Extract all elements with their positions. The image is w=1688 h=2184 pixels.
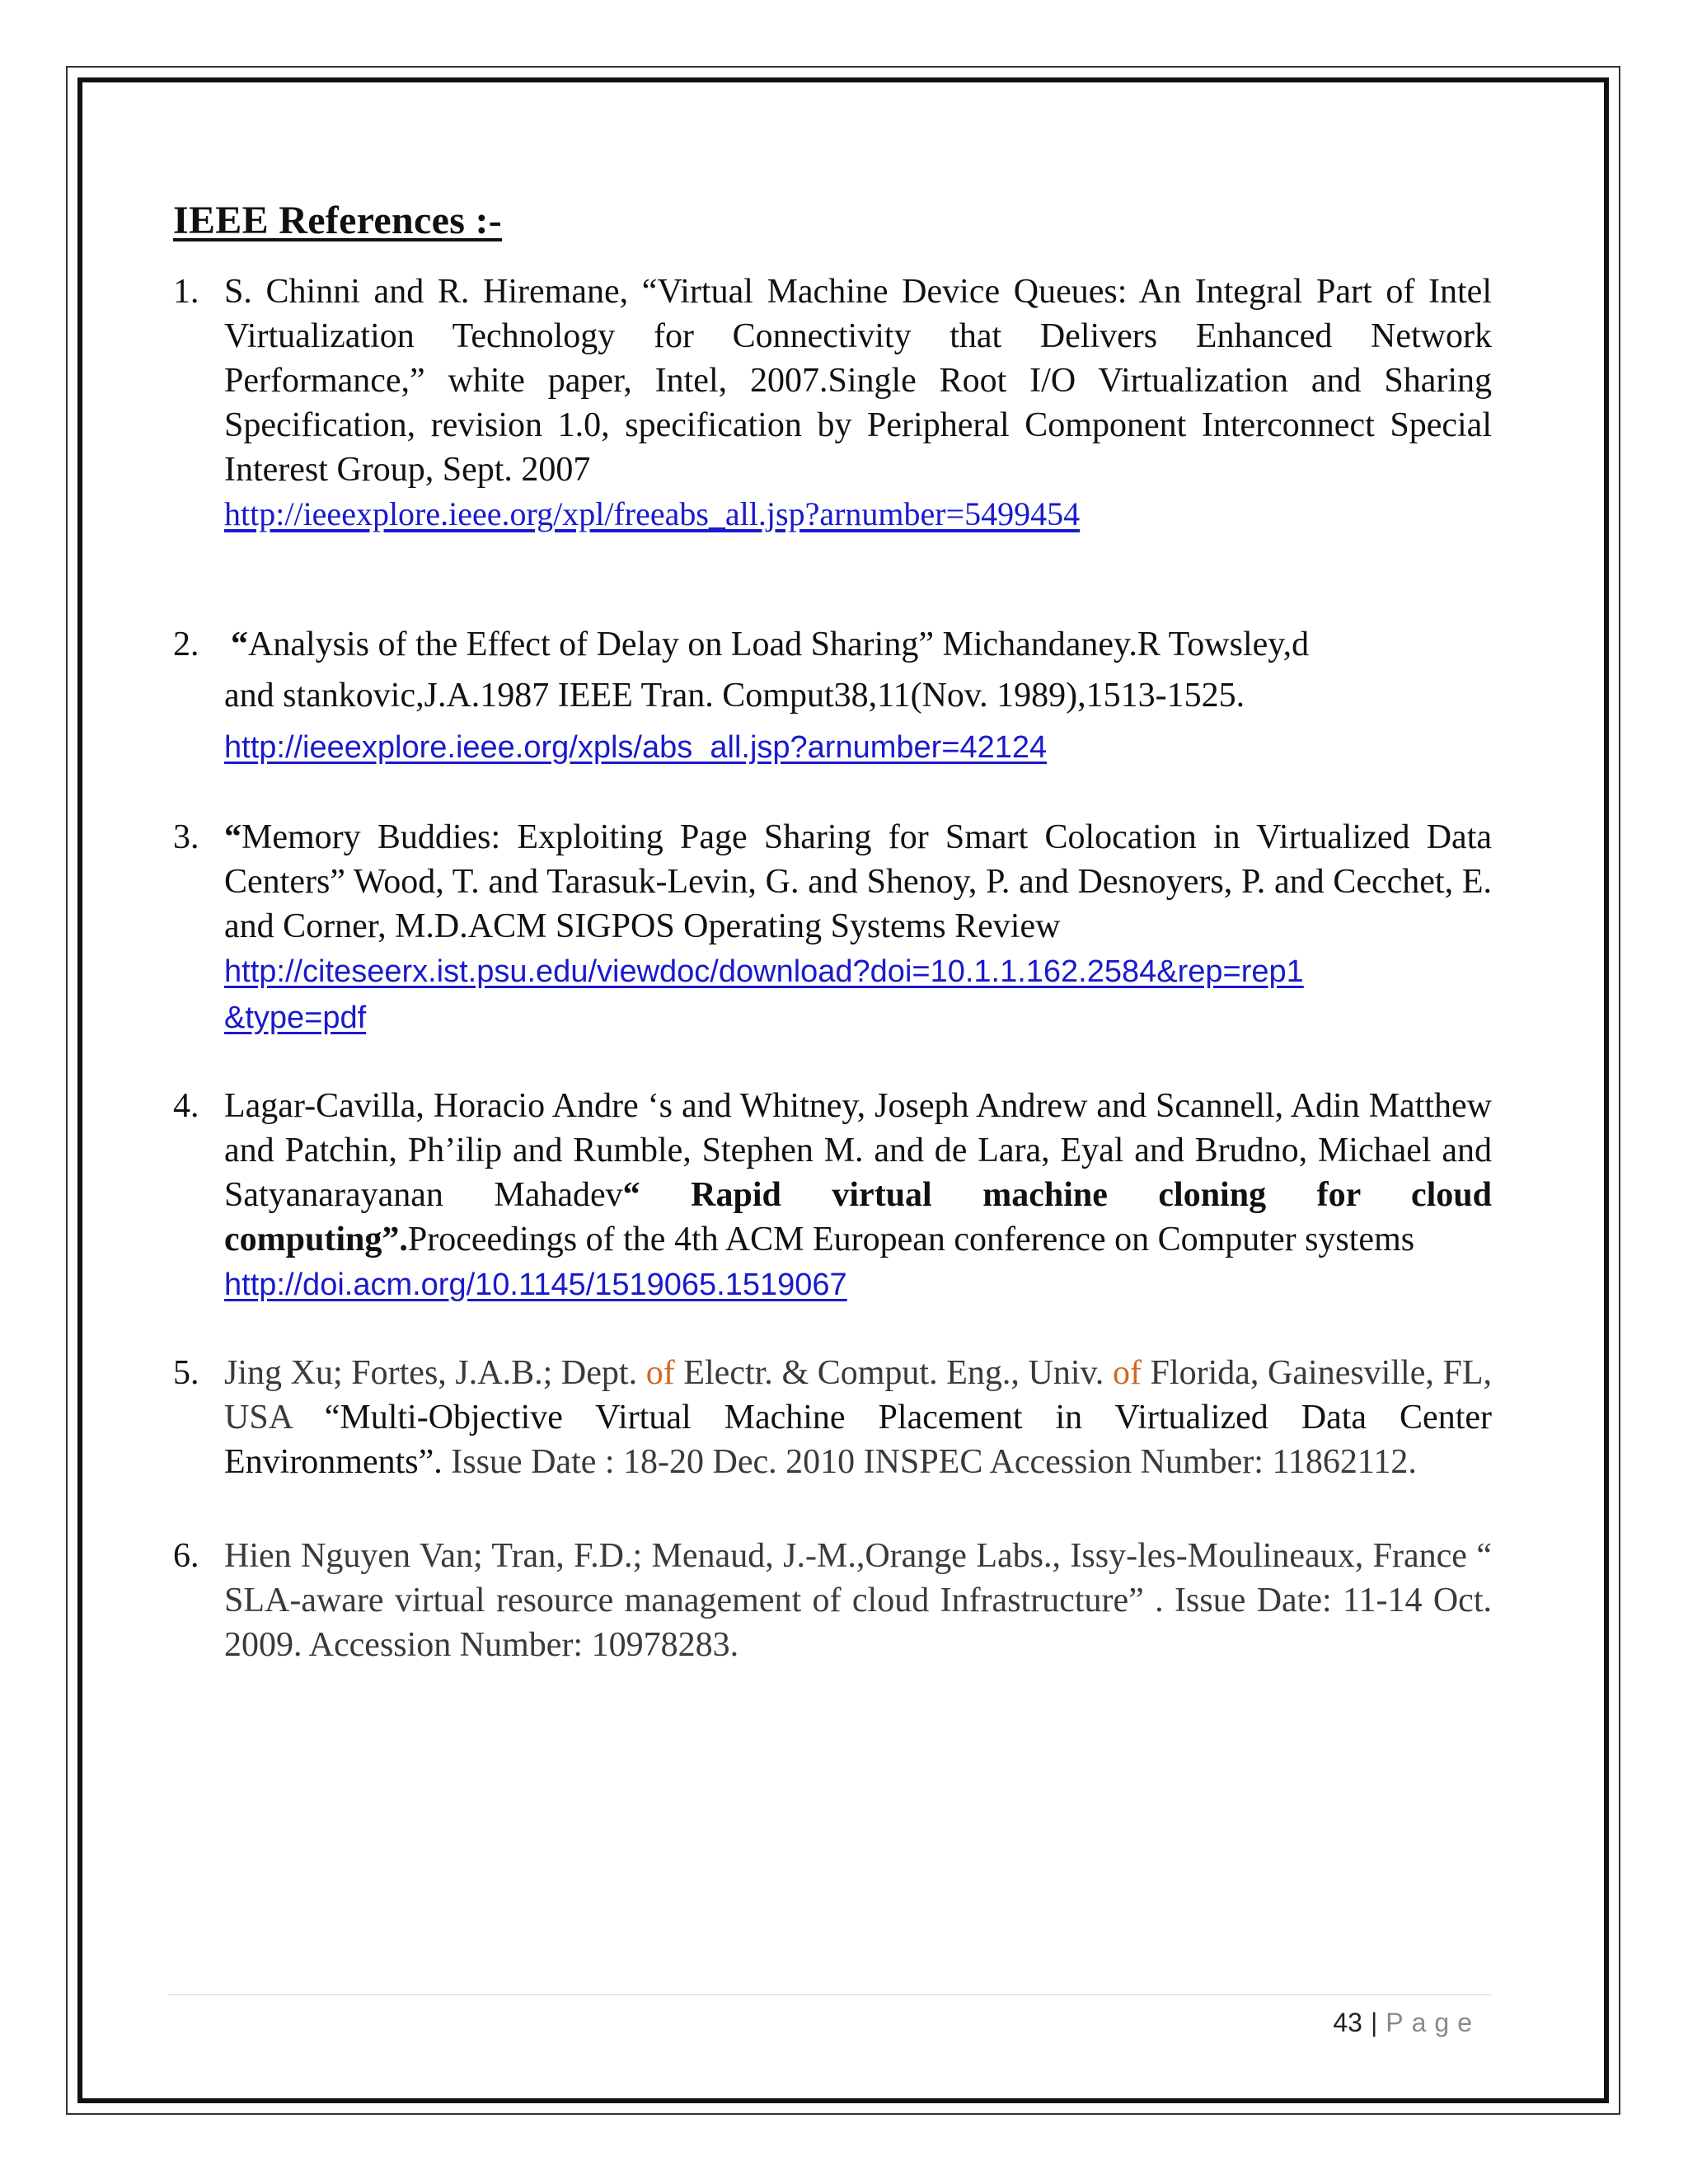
page-heading: IEEE References :- <box>173 199 503 242</box>
reference-item-6 <box>173 1534 1492 1667</box>
reference-authors: Lagar-Cavilla, Horacio Andre ‘s and Whitney, Joseph Andrew and Scannell, Adin Matthew and Patchin, Ph’ilip and Rumble, Stephen M. and de Lara, Eyal and Brudno, Michael and Satyanarayanan Mahadev <box>224 1087 1492 1214</box>
reference-list <box>173 269 1492 1667</box>
reference-link[interactable]: http://ieeexplore.ieee.org/xpl/freeabs_all.jsp?arnumber=5499454 <box>224 495 1081 532</box>
highlight-of: of <box>645 1354 675 1392</box>
page-label: Page <box>1386 2008 1480 2037</box>
reference-number: 1. <box>173 273 199 311</box>
link-line-2: &type=pdf <box>224 1001 367 1035</box>
reference-text: Memory Buddies: Exploiting Page Sharing for Smart Colocation in Virtualized Data Centers” Wood, T. and Tarasuk-Levin, G. and Shenoy, P. and Desnoyers, P. and Cecchet, E. and Corner, M.D.ACM SIGPOS Operating Systems Review <box>224 818 1492 945</box>
link-line-1: http://citeseerx.ist.psu.edu/viewdoc/download?doi=10.1.1.162.2584&rep=rep1 <box>224 954 1304 989</box>
highlight-of: of <box>1112 1354 1142 1392</box>
reference-title: “ Rapid virtual machine cloning for cloud computing”. <box>224 1176 1492 1258</box>
reference-text: Hien Nguyen Van; Tran, F.D.; Menaud, J.-M.,Orange Labs., Issy-les-Moulineaux, France “ SLA-aware virtual resource management of cloud Infrastructure” . Issue Date: 11-14 Oct. 2009. Accession Number: 10978283. <box>224 1537 1492 1664</box>
reference-link[interactable] <box>224 949 1304 1041</box>
reference-text: Electr. & Comput. Eng., Univ. <box>674 1354 1113 1392</box>
reference-text: S. Chinni and R. Hiremane, “Virtual Machine Device Queues: An Integral Part of Intel Virtualization Technology for Connectivity that Delivers Enhanced Network Performance,” white paper, Intel, 2007.Single Root I/O Virtualization and Sharing Specification, revision 1.0, specification by Peripheral Component Interconnect Special Interest Group, Sept. 2007 <box>224 273 1492 489</box>
reference-item-5 <box>173 1351 1492 1484</box>
footer-divider <box>168 1994 1492 1995</box>
open-quote: “ <box>231 626 248 663</box>
reference-item-1 <box>173 269 1492 537</box>
reference-venue: Proceedings of the 4th ACM European conference on Computer systems <box>407 1221 1415 1258</box>
reference-line <box>224 622 1492 667</box>
reference-title: “Multi-Objective Virtual Machine Placement in Virtualized Data Center Environments”. <box>224 1399 1492 1481</box>
footer-separator: | <box>1370 2008 1378 2037</box>
reference-link[interactable]: http://ieeexplore.ieee.org/xpls/abs_all.jsp?arnumber=42124 <box>224 730 1048 765</box>
page-footer <box>1333 2008 1480 2038</box>
reference-item-3 <box>173 815 1492 1041</box>
reference-number: 5. <box>173 1354 199 1392</box>
reference-number: 2. <box>173 626 199 663</box>
page-number: 43 <box>1333 2008 1362 2037</box>
document-body <box>173 198 1492 1667</box>
reference-number: 3. <box>173 818 199 856</box>
reference-link[interactable]: http://doi.acm.org/10.1145/1519065.1519067 <box>224 1268 847 1302</box>
reference-text: Analysis of the Effect of Delay on Load Sharing” Michandaney.R Towsley,d <box>248 626 1310 663</box>
reference-text: and stankovic,J.A.1987 IEEE Tran. Comput38,11(Nov. 1989),1513-1525. <box>224 677 1245 715</box>
reference-text: Issue Date : 18-20 Dec. 2010 INSPEC Accession Number: 11862112. <box>442 1443 1417 1481</box>
reference-text: Jing Xu; Fortes, J.A.B.; Dept. <box>224 1354 646 1392</box>
reference-text: Florida, Gainesville, FL, USA <box>224 1354 1492 1436</box>
reference-item-4 <box>173 1084 1492 1308</box>
open-quote: “ <box>224 818 241 856</box>
reference-item-2 <box>173 622 1492 771</box>
reference-number: 6. <box>173 1537 199 1575</box>
reference-number: 4. <box>173 1087 199 1125</box>
